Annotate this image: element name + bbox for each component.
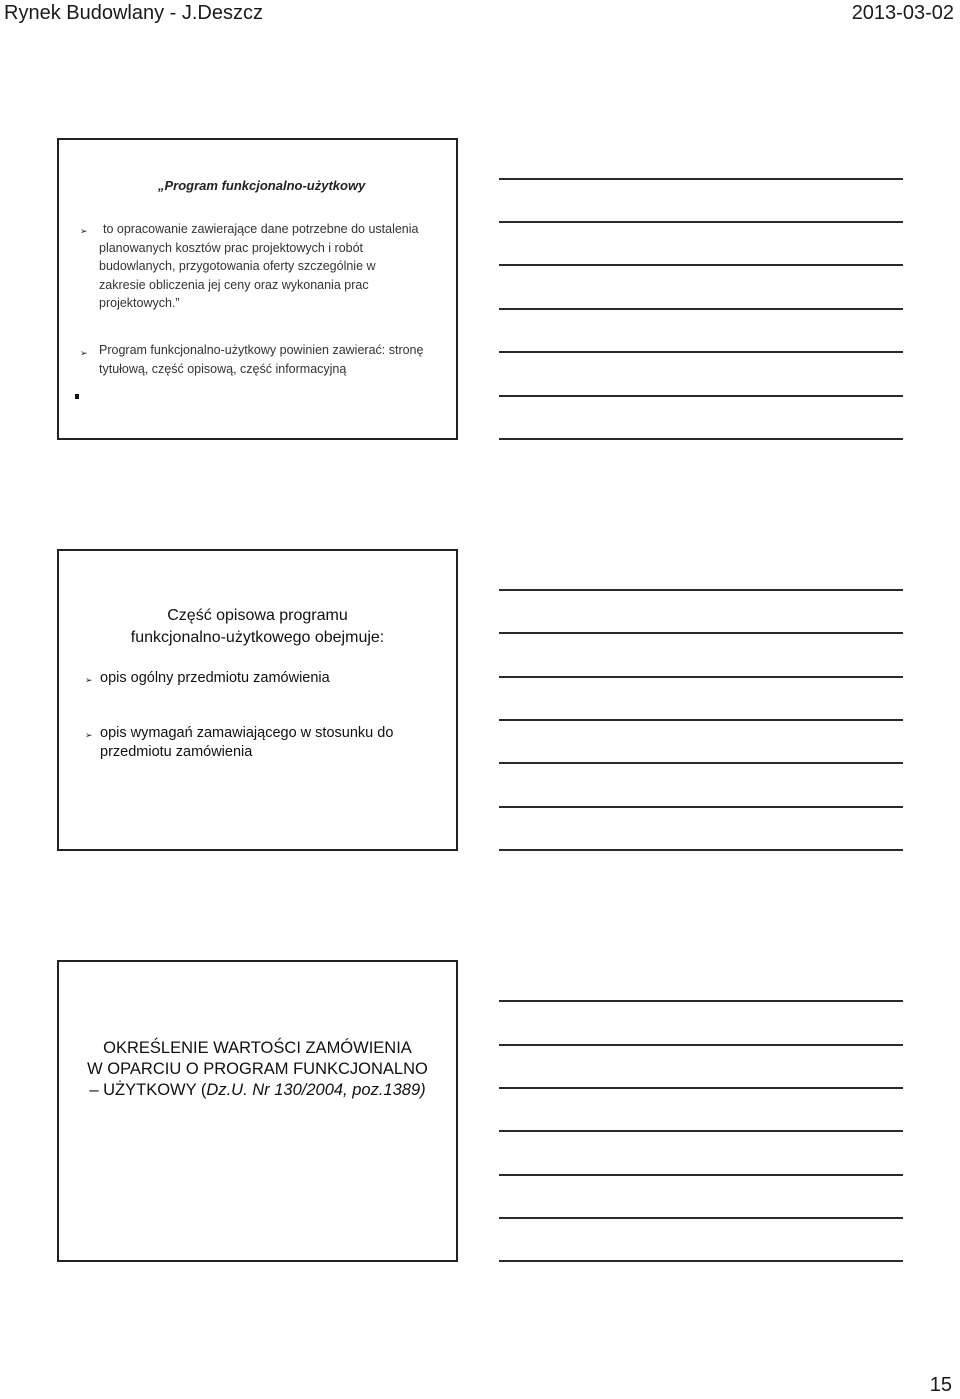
notes-line	[499, 308, 903, 310]
slide-3-title-line-3-citation: Dz.U. Nr 130/2004, poz.1389)	[206, 1081, 426, 1099]
notes-line	[499, 589, 903, 591]
slide-1-bullet-1-line-1: to opracowanie zawierające dane potrzebne do ustalenia	[103, 222, 419, 236]
slide-2-title-line-2: funkcjonalno-użytkowego obejmuje:	[130, 629, 385, 646]
notes-line	[499, 221, 903, 223]
arrow-bullet-icon: ➢	[80, 348, 88, 358]
arrow-bullet-icon: ➢	[85, 730, 93, 740]
notes-line	[499, 806, 903, 808]
notes-line	[499, 178, 903, 180]
slide-3-title-line-3-prefix: – UŻYTKOWY (	[89, 1081, 207, 1099]
slide-1-bullet-1-line-4: zakresie obliczenia jej ceny oraz wykonania prac	[99, 277, 369, 292]
slide-3-title-line-2: W OPARCIU O PROGRAM FUNKCJONALNO	[87, 1060, 428, 1078]
header-date: 2013-03-02	[851, 2, 954, 24]
slide-1	[57, 138, 458, 440]
slide-3	[57, 960, 458, 1262]
slide-2-bullet-2-line-2: przedmiotu zamówienia	[100, 744, 253, 760]
notes-line	[499, 1217, 903, 1219]
slide-3-title	[59, 1038, 456, 1101]
notes-line	[499, 264, 903, 266]
notes-line	[499, 849, 903, 851]
notes-line	[499, 1130, 903, 1132]
slide-1-bullet-1-line-3: budowlanych, przygotowania oferty szczególnie w	[99, 259, 376, 273]
notes-line	[499, 351, 903, 353]
notes-line	[499, 762, 903, 764]
notes-line	[499, 719, 903, 721]
slide-1-bullet-2-line-1: Program funkcjonalno-użytkowy powinien zawierać: stronę	[99, 343, 424, 357]
slide-1-bullet-2-line-2: tytułową, część opisową, część informacyjną	[99, 361, 347, 376]
notes-line	[499, 676, 903, 678]
page-number: 15	[929, 1374, 952, 1396]
notes-line	[499, 1087, 903, 1089]
slide-2	[57, 549, 458, 851]
notes-line	[499, 438, 903, 440]
slide-2-title-line-1: Część opisowa programu	[167, 607, 348, 624]
notes-line	[499, 1260, 903, 1262]
slide-1-title: „Program funkcjonalno-użytkowy	[158, 178, 366, 193]
slide-2-bullet-1: opis ogólny przedmiotu zamówienia	[100, 670, 330, 686]
slide-3-title-line-3	[59, 1080, 456, 1101]
notes-line	[499, 395, 903, 397]
notes-line	[499, 1044, 903, 1046]
arrow-bullet-icon: ➢	[85, 675, 93, 685]
slide-1-bullet-1-line-5: projektowych.”	[99, 296, 180, 310]
arrow-bullet-icon: ➢	[80, 226, 88, 236]
slide-2-bullet-2-line-1: opis wymagań zamawiającego w stosunku do	[100, 725, 394, 741]
slide-3-title-line-1: OKREŚLENIE WARTOŚCI ZAMÓWIENIA	[103, 1039, 412, 1057]
notes-line	[499, 632, 903, 634]
notes-line	[499, 1000, 903, 1002]
header-title: Rynek Budowlany - J.Deszcz	[4, 2, 263, 24]
slide-2-title	[59, 605, 456, 649]
notes-line	[499, 1174, 903, 1176]
square-bullet-icon	[75, 394, 79, 399]
slide-1-bullet-1-line-2: planowanych kosztów prac projektowych i robót	[99, 240, 364, 255]
